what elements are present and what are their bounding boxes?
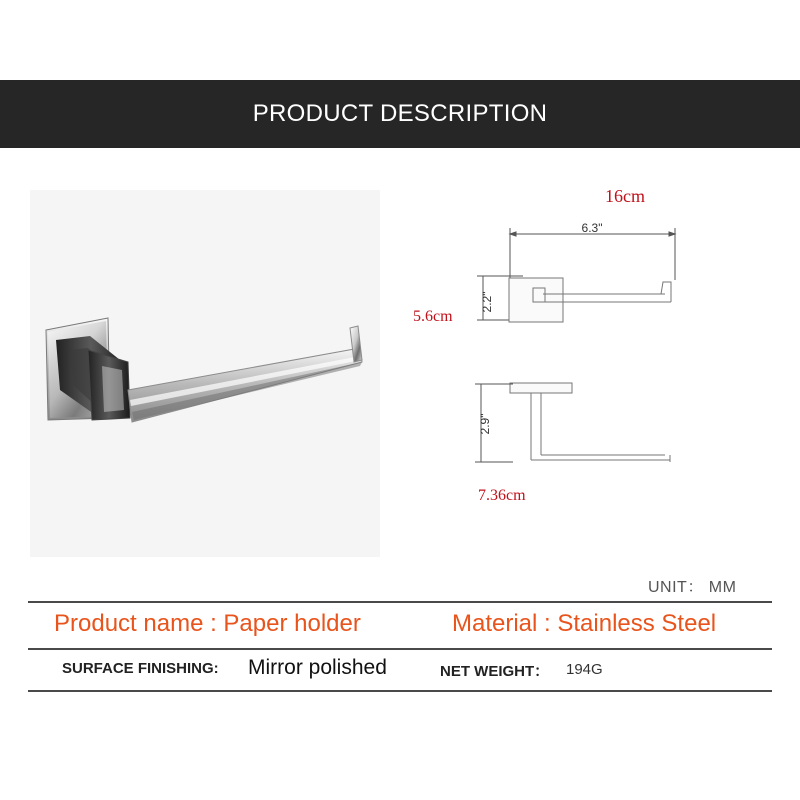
- height-in-label: 2.2": [480, 291, 494, 313]
- material: Material : Stainless Steel: [452, 610, 717, 637]
- divider-middle: [28, 648, 772, 650]
- unit-label: UNIT： MM: [648, 579, 737, 596]
- dimension-diagram: [395, 170, 725, 530]
- depth-cm-label: 7.36cm: [478, 487, 526, 504]
- width-dimension: [510, 228, 675, 280]
- surface-finishing-label: SURFACE FINISHING:: [62, 660, 219, 677]
- depth-in-label: 2.9": [478, 413, 492, 435]
- net-weight-label: NET WEIGHT：: [440, 663, 550, 680]
- side-view: [510, 383, 670, 462]
- width-cm-label: 16cm: [605, 186, 645, 206]
- paper-holder-illustration: [30, 190, 380, 557]
- surface-finishing-value: Mirror polished: [248, 656, 387, 679]
- width-in-label: 6.3": [581, 221, 603, 235]
- product-photo: [30, 190, 380, 557]
- front-view: [509, 278, 671, 322]
- technical-drawing: [395, 170, 725, 530]
- height-cm-label: 5.6cm: [413, 308, 453, 325]
- divider-bottom: [28, 690, 772, 692]
- product-name: Product name : Paper holder: [54, 610, 361, 637]
- divider-top: [28, 601, 772, 603]
- page-title: PRODUCT DESCRIPTION: [252, 100, 548, 127]
- net-weight-value: 194G: [566, 661, 603, 678]
- header-banner: [0, 80, 800, 148]
